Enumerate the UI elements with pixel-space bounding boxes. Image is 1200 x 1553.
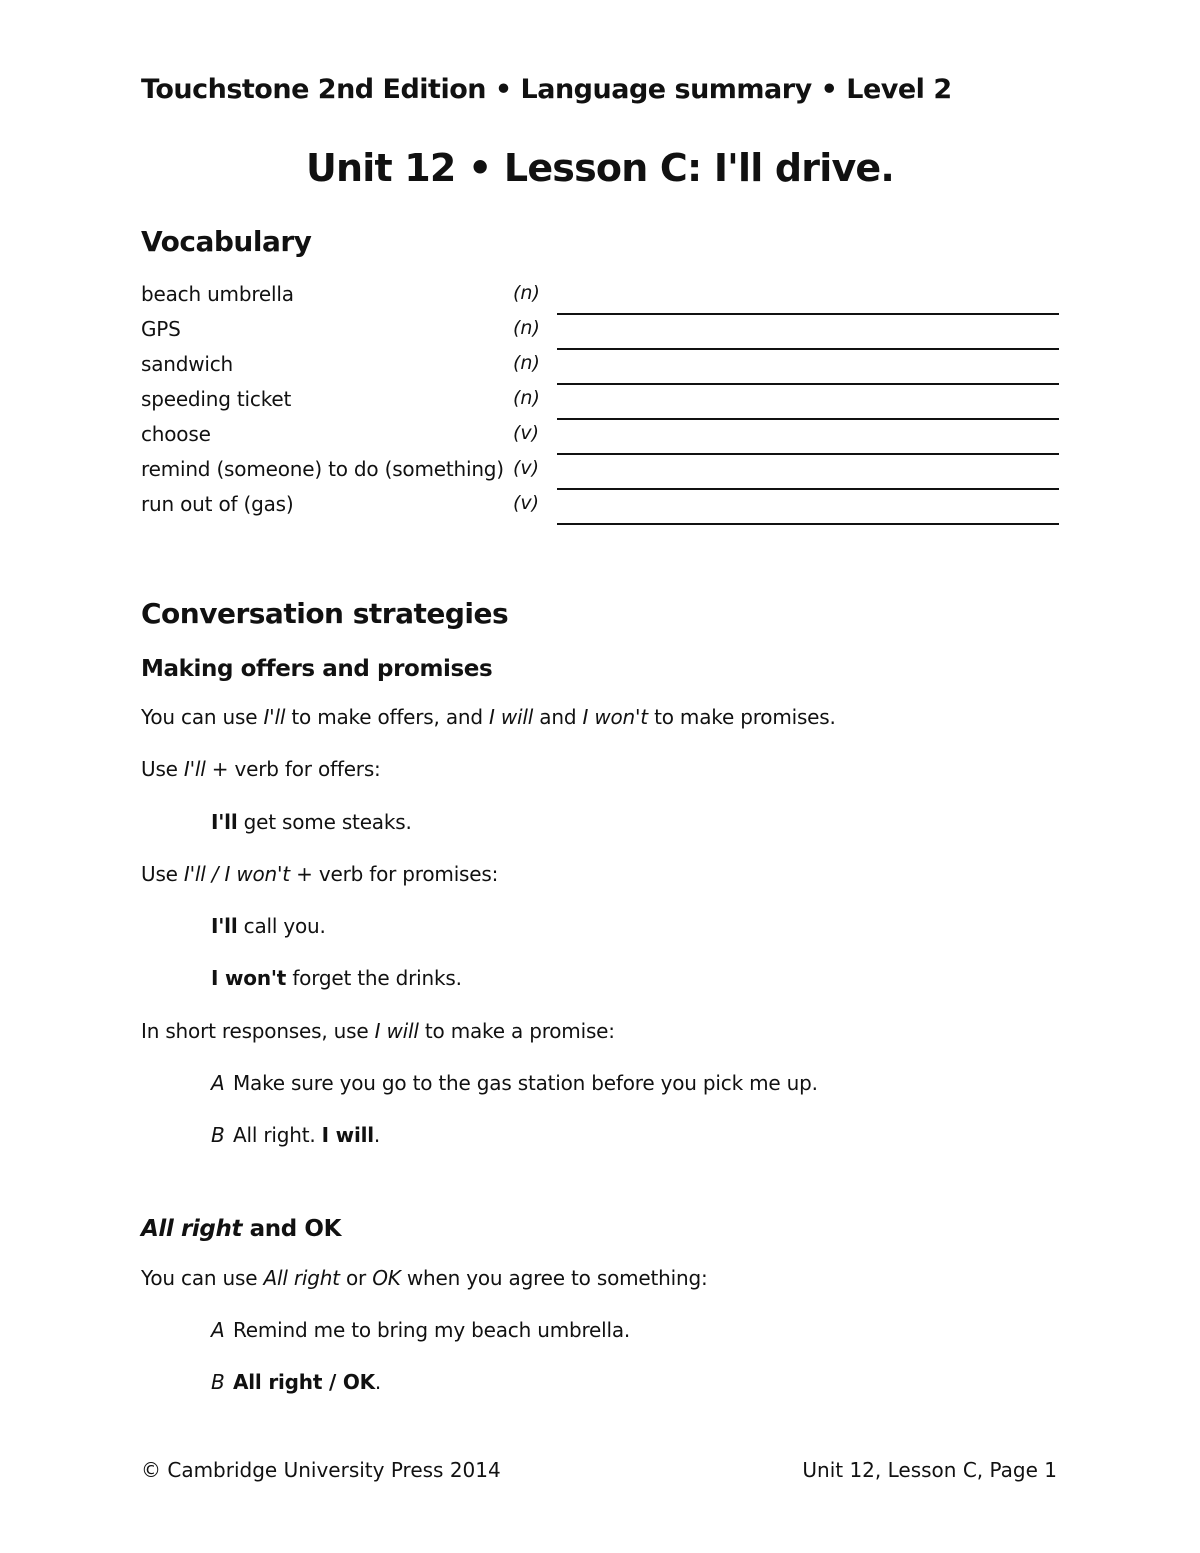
answer-line[interactable] — [557, 383, 1059, 385]
answer-line[interactable] — [557, 523, 1059, 525]
vocabulary-list — [141, 282, 1061, 527]
vocab-row — [141, 492, 1061, 527]
offers-rule: Use I'll + verb for offers: — [141, 757, 381, 781]
dialogue-line: A Remind me to bring my beach umbrella. — [211, 1318, 631, 1342]
conversation-heading: Conversation strategies — [141, 597, 509, 630]
vocab-pos: (v) — [513, 457, 540, 479]
example-sentence: I won't forget the drinks. — [211, 966, 462, 990]
offers-heading: Making offers and promises — [141, 656, 493, 682]
vocab-pos: (v) — [513, 422, 540, 444]
offers-intro: You can use I'll to make offers, and I will and I won't to make promises. — [141, 705, 836, 729]
vocab-row — [141, 352, 1061, 387]
speaker-label: A — [211, 1071, 225, 1095]
vocab-row — [141, 422, 1061, 457]
unit-title: Unit 12 • Lesson C: I'll drive. — [305, 146, 895, 190]
page-number: Unit 12, Lesson C, Page 1 — [802, 1458, 1057, 1482]
vocab-term: choose — [141, 422, 211, 446]
vocab-row — [141, 282, 1061, 317]
copyright: © Cambridge University Press 2014 — [141, 1458, 501, 1482]
vocab-term: GPS — [141, 317, 181, 341]
vocab-pos: (n) — [513, 282, 540, 304]
vocab-term: sandwich — [141, 352, 234, 376]
vocab-pos: (n) — [513, 352, 540, 374]
vocab-term: speeding ticket — [141, 387, 292, 411]
vocab-pos: (n) — [513, 317, 540, 339]
allright-intro: You can use All right or OK when you agree to something: — [141, 1266, 708, 1290]
speaker-label: B — [211, 1370, 225, 1394]
short-response-rule: In short responses, use I will to make a promise: — [141, 1019, 615, 1043]
series-header: Touchstone 2nd Edition • Language summary • Level 2 — [141, 74, 952, 105]
vocab-term: remind (someone) to do (something) — [141, 457, 504, 481]
answer-line[interactable] — [557, 453, 1059, 455]
allright-heading: All right and OK — [141, 1216, 341, 1242]
answer-line[interactable] — [557, 488, 1059, 490]
speaker-label: A — [211, 1318, 225, 1342]
dialogue-line: B All right. I will. — [211, 1123, 381, 1147]
answer-line[interactable] — [557, 418, 1059, 420]
speaker-label: B — [211, 1123, 225, 1147]
answer-line[interactable] — [557, 348, 1059, 350]
vocab-pos: (v) — [513, 492, 540, 514]
vocab-row — [141, 317, 1061, 352]
vocab-term: beach umbrella — [141, 282, 294, 306]
vocab-row — [141, 457, 1061, 492]
dialogue-line: A Make sure you go to the gas station before you pick me up. — [211, 1071, 818, 1095]
answer-line[interactable] — [557, 313, 1059, 315]
example-sentence: I'll get some steaks. — [211, 810, 412, 834]
vocab-term: run out of (gas) — [141, 492, 294, 516]
vocabulary-heading: Vocabulary — [141, 225, 312, 258]
promises-rule: Use I'll / I won't + verb for promises: — [141, 862, 499, 886]
vocab-pos: (n) — [513, 387, 540, 409]
vocab-row — [141, 387, 1061, 422]
dialogue-line: B All right / OK. — [211, 1370, 382, 1394]
example-sentence: I'll call you. — [211, 914, 326, 938]
